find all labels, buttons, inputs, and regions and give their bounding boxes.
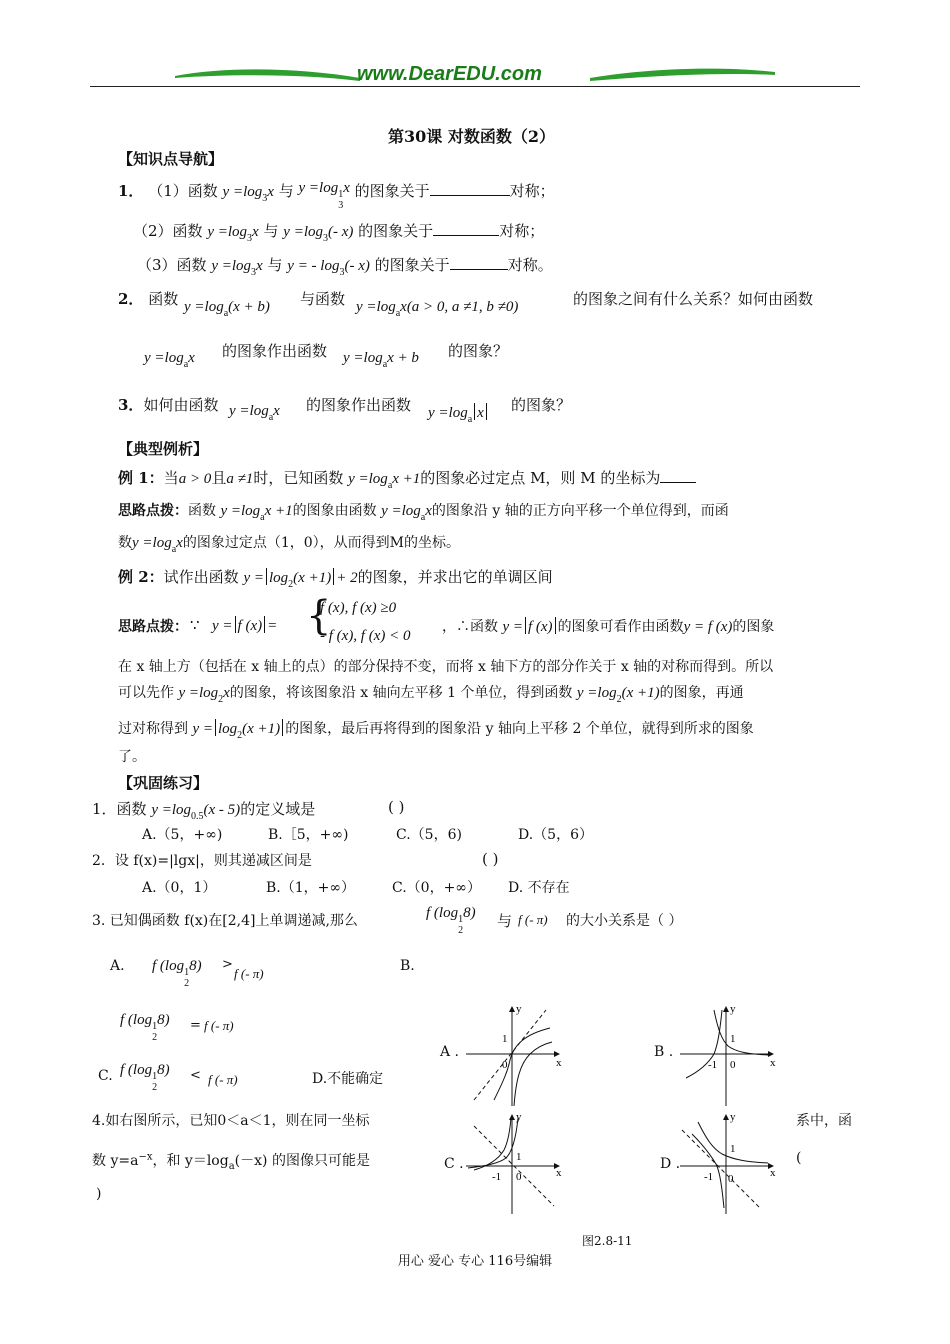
h2-text-c: 的图象可看作由函数 xyxy=(557,619,684,635)
q1-2-text-a: （2）函数 xyxy=(133,222,203,240)
nav-q2-line1 xyxy=(118,288,178,309)
h2-text-h: 的图象，再通 xyxy=(659,685,744,701)
piecewise-case-2: - f (x), f (x) < 0 xyxy=(320,628,411,644)
formula-logax-plus1: $y =\log_ax +1$ xyxy=(348,471,421,491)
exercise4-line1: 4.如右图所示，已知0＜a＜1，则在同一坐标 xyxy=(92,1113,370,1129)
formula-logax-plus1: $y =\log_ax +1$ xyxy=(220,503,293,523)
graph-b xyxy=(678,1000,788,1110)
q3-text-b: 的图象作出函数 xyxy=(306,396,412,414)
h2-text-b: ∴函数 xyxy=(456,619,498,635)
y-arrow xyxy=(723,1006,729,1012)
graph-b-label[interactable]: B . xyxy=(654,1044,674,1060)
tick-neg1: -1 xyxy=(704,1171,714,1183)
curve-log xyxy=(514,1042,552,1106)
q1-3-text-d: 对称。 xyxy=(507,256,553,274)
p4-text-c: 数 y=a xyxy=(92,1153,139,1169)
formula-abs-fx: y = f (x) xyxy=(502,619,557,635)
q2-number: 2． xyxy=(118,290,144,308)
exercise4-line2 xyxy=(92,1150,370,1172)
dashed-line xyxy=(474,1010,546,1100)
graph-c-label[interactable]: C . xyxy=(444,1156,464,1172)
ex1-text-a: 当 xyxy=(163,469,179,487)
piecewise-case-1: f (x), f (x) ≥0 xyxy=(320,600,397,616)
p1-text-b: 的定义域是 xyxy=(240,800,316,818)
option-2b[interactable]: B.（1，+∞） xyxy=(266,880,356,896)
hint2-line4 xyxy=(118,718,754,741)
answer-paren[interactable]: ( ) xyxy=(482,850,499,868)
answer-blank[interactable] xyxy=(433,221,499,236)
exercise4-line1-end: 系中，函 xyxy=(796,1113,852,1129)
option-1b[interactable]: B.［5，+∞) xyxy=(268,827,349,843)
ex1-text-b: 且 xyxy=(211,469,227,487)
formula-f-log12-8: f (log1 28) xyxy=(120,1012,170,1043)
ex1-text-d: 的图象必过定点 M，则 M 的坐标为 xyxy=(420,469,661,487)
graph-a xyxy=(464,1000,574,1110)
q1-1-text-d: 对称； xyxy=(509,182,555,200)
formula-abs-log2-x1: $y = \log_2(x +1)$ xyxy=(192,721,285,737)
page-title: 第30课 对数函数（2） xyxy=(388,127,555,146)
q1-1-text-c: 的图象关于 xyxy=(354,182,430,200)
option-1a[interactable]: A.（5，+∞) xyxy=(142,827,223,843)
exercise3-text-c: 的大小关系是（ ） xyxy=(566,913,683,929)
formula-log3x: $y =\log_3x$ xyxy=(222,184,274,204)
origin-0: 0 xyxy=(730,1059,736,1071)
y-arrow xyxy=(723,1114,729,1120)
h2-text-d: 的图象 xyxy=(732,619,775,635)
less-than-sign: < xyxy=(190,1068,201,1083)
hint2-line2: 在 x 轴上方（包括在 x 轴上的点）的部分保持不变，而将 x 轴下方的部分作关于 x 轴的对称而得到。所以 xyxy=(118,659,774,675)
hint2-line1-rest: ，∴函数 y = f (x) 的图象可看作由函数y = f (x)的图象 xyxy=(442,619,775,635)
ex2-text-a: 试作出函数 xyxy=(163,568,239,586)
answer-paren-close[interactable]: ) xyxy=(96,1186,102,1202)
h2-text-j: 的图象，最后再将得到的图象沿 y 轴向上平移 2 个单位，就得到所求的图象 xyxy=(285,721,754,737)
section-heading-knowledge: 【知识点导航】 xyxy=(118,150,224,168)
graph-c xyxy=(464,1108,574,1218)
y-label: y xyxy=(730,1111,736,1123)
formula-a-ne-1: a ≠1 xyxy=(226,471,254,487)
x-label: x xyxy=(770,1167,776,1179)
exercise1 xyxy=(92,798,315,822)
answer-blank[interactable] xyxy=(660,468,696,483)
h1-text-c: 的图象沿 y 轴的正方向平移一个单位得到，而函 xyxy=(431,503,729,519)
formula-log13x: y =log1 3x xyxy=(298,180,350,211)
q2-text-b: 与函数 xyxy=(300,290,346,308)
answer-paren-open[interactable]: ( xyxy=(796,1150,802,1166)
exercise3-text-a: 3. 已知偶函数 f(x)在[2,4]上单调递减,那么 xyxy=(92,913,358,929)
hint2-line3 xyxy=(118,682,744,705)
h2-text-i: 过对称得到 xyxy=(118,721,188,737)
y-arrow xyxy=(509,1114,515,1120)
tick-1: 1 xyxy=(730,1033,736,1045)
formula-loga-xb: $y =\log_a(x + b)$ xyxy=(184,299,270,319)
origin-0: 0 xyxy=(502,1059,508,1071)
hint-label: 思路点拨： xyxy=(118,619,188,635)
example1 xyxy=(118,467,696,491)
option-1d[interactable]: D.（5，6） xyxy=(518,827,593,843)
answer-blank[interactable] xyxy=(450,255,508,270)
ex2-text-b: 的图象，并求出它的单调区间 xyxy=(357,568,553,586)
formula-logax: $y =\log_ax$ xyxy=(144,350,195,370)
example1-label: 例 1： xyxy=(118,469,164,487)
graph-a-label[interactable]: A . xyxy=(440,1044,460,1060)
figure-caption: 图2.8-11 xyxy=(582,1234,633,1248)
nav-q1-line1 xyxy=(118,180,555,215)
option-3a-label[interactable]: A. xyxy=(110,958,125,974)
option-2a[interactable]: A.（0，1） xyxy=(142,880,217,896)
hint2-line5: 了。 xyxy=(118,749,146,765)
tick-neg1: -1 xyxy=(492,1171,502,1183)
h1-text-e: 的图象过定点（1，0），从而得到M的坐标。 xyxy=(182,535,460,551)
q1-2-text-d: 对称； xyxy=(499,222,545,240)
q3-text-a: 如何由函数 xyxy=(143,396,219,414)
p1-text-a: 1．函数 xyxy=(92,800,147,818)
q1-3-text-c: 的图象关于 xyxy=(374,256,450,274)
x-label: x xyxy=(556,1057,562,1069)
option-2d[interactable]: D. 不存在 xyxy=(508,880,570,896)
q1-2-text-b: 与 xyxy=(263,222,279,240)
formula-f-negpi: f (- π) xyxy=(518,912,548,927)
exercise2: 2．设 f(x)=|lgx|，则其递减区间是 xyxy=(92,853,312,869)
q3-number: 3． xyxy=(118,396,144,414)
q2-text-c: 的图象之间有什么关系？如何由函数 xyxy=(573,290,814,308)
q2-text-a: 函数 xyxy=(148,290,179,308)
formula-log2x: $y =\log_2x$ xyxy=(178,685,230,705)
answer-paren[interactable]: ( ) xyxy=(388,798,405,816)
formula-y-fx: y = f (x) xyxy=(683,619,733,635)
hint-label: 思路点拨： xyxy=(118,503,188,519)
formula-log3-negx: $y =\log_3(-$ x) xyxy=(283,224,354,244)
h1-text-d: 数 xyxy=(118,535,132,551)
answer-blank[interactable] xyxy=(430,181,510,196)
formula-abs-log2-plus2: $y = \log_2(x +1) + 2$ xyxy=(243,570,358,590)
y-label: y xyxy=(516,1111,522,1123)
ex1-text-c: 时，已知函数 xyxy=(253,469,344,487)
formula-logax-plus-b: $y =\log_ax + b$ xyxy=(343,350,419,370)
formula-loga-absx: $y =\log_a$ x xyxy=(428,403,489,425)
h1-text-a: 函数 xyxy=(188,503,216,519)
hint1-line1 xyxy=(118,500,729,523)
nav-q1-line2 xyxy=(133,220,544,244)
h2-text-g: 的图象，将该图象沿 x 轴向左平移 1 个单位，得到函数 xyxy=(229,685,573,701)
piecewise-brace: { xyxy=(306,593,332,639)
tick-neg1: -1 xyxy=(708,1059,718,1071)
tick-1: 1 xyxy=(730,1143,736,1155)
option-3c-label[interactable]: C. xyxy=(98,1068,113,1084)
origin-0: 0 xyxy=(728,1173,734,1185)
curve-exp xyxy=(714,1010,768,1055)
section-heading-exercises: 【巩固练习】 xyxy=(118,774,209,792)
tick-1: 1 xyxy=(516,1151,522,1163)
q1-1-text-b: 与 xyxy=(278,182,294,200)
equals-sign: = xyxy=(190,1018,201,1033)
y-arrow xyxy=(509,1006,515,1012)
x-label: x xyxy=(556,1167,562,1179)
because-symbol: ∵ xyxy=(190,616,200,634)
p4-text-d: ，和 y＝log xyxy=(152,1153,229,1169)
nav-q3 xyxy=(118,394,218,415)
q1-number: 1． xyxy=(118,182,144,200)
p4-sub: a xyxy=(228,1160,235,1172)
q2-text-e: 的图象？ xyxy=(448,342,509,360)
formula-log3x: $y =\log_3x$ xyxy=(207,224,259,244)
q1-3-text-a: （3）函数 xyxy=(137,256,207,274)
formula-f-log12-8: f (log1 28) xyxy=(426,905,476,936)
exercise3-text-b: 与 xyxy=(497,912,513,930)
example2-label: 例 2： xyxy=(118,568,164,586)
formula-logax: $y =\log_ax$ xyxy=(132,535,183,555)
p4-sup: −x xyxy=(138,1151,153,1163)
curve-log xyxy=(474,1118,511,1170)
greater-than-sign: > xyxy=(222,957,233,972)
q3-text-c: 的图象？ xyxy=(511,396,572,414)
hint1-line2 xyxy=(118,532,460,555)
h2-text-f: 可以先作 xyxy=(118,685,174,701)
header-rule xyxy=(90,86,860,87)
p4-text-e: (－x) 的图像只可能是 xyxy=(234,1153,370,1169)
q1-3-text-b: 与 xyxy=(267,256,283,274)
example2 xyxy=(118,566,553,590)
formula-logax: $y =\log_ax$ xyxy=(381,503,432,523)
formula-logax: $y =\log_ax$ xyxy=(229,403,280,423)
site-logo[interactable]: www.DearEDU.com xyxy=(357,63,542,85)
option-2c[interactable]: C.（0，+∞） xyxy=(392,880,481,896)
q2-text-d: 的图象作出函数 xyxy=(222,342,328,360)
option-3b-label[interactable]: B. xyxy=(400,958,415,974)
formula-log3x: $y =\log_3x$ xyxy=(211,258,263,278)
formula-f-log12-8: f (log1 28) xyxy=(120,1062,170,1093)
dashed-line xyxy=(682,1130,760,1208)
tick-1: 1 xyxy=(502,1033,508,1045)
option-3d-label[interactable]: D.不能确定 xyxy=(312,1071,384,1087)
formula-f-negpi: f (- π) xyxy=(208,1072,238,1087)
formula-loga-cond: $y =\log_ax(a > 0$, a ≠1, b ≠0) xyxy=(356,299,519,319)
origin-0: 0 xyxy=(516,1171,522,1183)
graph-d xyxy=(678,1108,788,1218)
formula-log2-x1: $y =\log_2(x +1)$ xyxy=(576,685,660,705)
formula-a-gt-0: a > 0 xyxy=(178,471,212,487)
formula-abs-fx: y = f (x) = xyxy=(212,618,278,634)
formula-f-log12-8: f (log1 28) xyxy=(152,958,202,989)
y-label: y xyxy=(516,1003,522,1015)
section-heading-examples: 【典型例析】 xyxy=(118,440,209,458)
formula-f-negpi: f (- π) xyxy=(234,966,264,981)
formula-f-negpi: f (- π) xyxy=(204,1018,234,1033)
nav-q1-line3 xyxy=(137,254,553,278)
y-label: y xyxy=(730,1003,736,1015)
formula-log05-x5: $y =\log_{0.5}(x - 5)$ xyxy=(151,802,241,822)
x-label: x xyxy=(770,1057,776,1069)
graph-d-label[interactable]: D . xyxy=(660,1156,681,1172)
option-1c[interactable]: C.（5，6) xyxy=(396,827,462,843)
q1-2-text-c: 的图象关于 xyxy=(358,222,434,240)
h1-text-b: 的图象由函数 xyxy=(292,503,377,519)
page-footer: 用心 爱心 专心 116号编辑 xyxy=(397,1254,553,1269)
q1-1-text-a: （1）函数 xyxy=(148,182,218,200)
formula-neglog3-negx: y = - $\log_3(-$ x) xyxy=(287,258,370,278)
